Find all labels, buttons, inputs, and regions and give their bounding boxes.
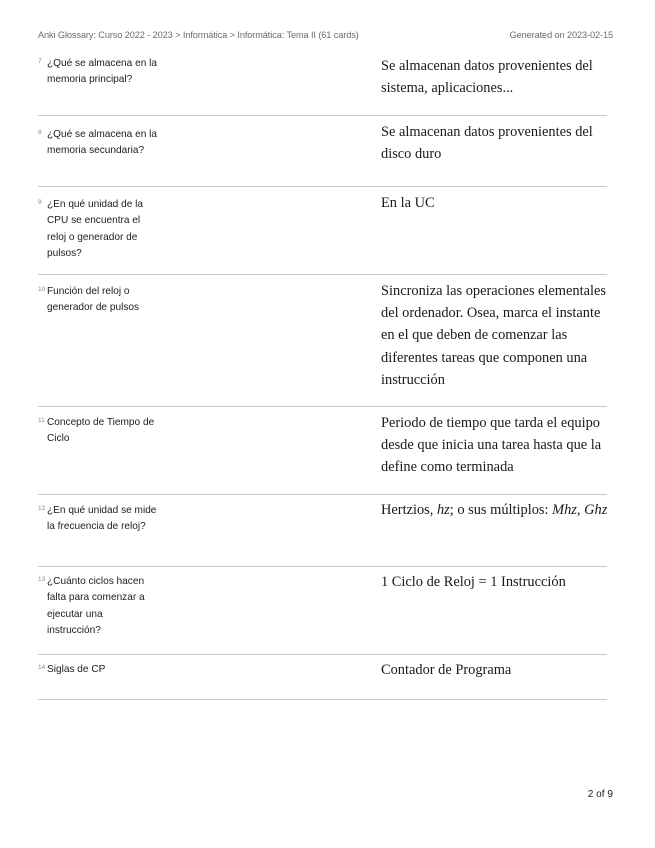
answer-text: Hertzios, [381,502,437,518]
card-number: 11 [38,417,45,424]
card-question: ¿En qué unidad se mide la frecuencia de reloj? [47,505,157,533]
page-number: 2 of 9 [587,789,613,800]
card-answer: En la UC [381,195,435,211]
page-header [38,30,613,40]
card-row [38,495,607,567]
card-answer: Sincroniza las operaciones elementales del ordenador. Osea, marca el instante en el que deben de comenzar las diferentes tareas que componen una instrucción [381,283,606,388]
answer-text: , [576,502,585,518]
card-number: 7 [38,58,42,65]
card-number: 9 [38,199,42,206]
card-number: 8 [38,129,42,136]
card-answer [381,499,611,521]
card-list [38,54,607,700]
answer-unit: Ghz [584,502,608,518]
card-number: 14 [38,664,46,671]
answer-text: ; o sus múltiplos: [449,502,553,518]
generated-date: Generated on 2023-02-15 [509,30,613,40]
card-question: ¿Cuánto ciclos hacen falta para comenzar a ejecutar una instrucción? [47,576,145,636]
card-question: ¿Qué se almacena en la memoria principal? [47,58,157,86]
card-row [38,187,607,275]
card-row [38,407,607,495]
card-answer: Periodo de tiempo que tarda el equipo desde que inicia una tarea hasta que la define como terminada [381,415,602,476]
card-answer: Se almacenan datos provenientes del sistema, aplicaciones... [381,58,593,97]
answer-unit: hz [436,502,450,518]
card-answer: Contador de Programa [381,662,512,678]
card-number: 13 [38,576,46,583]
card-number: 10 [38,286,46,293]
card-question: Siglas de CP [47,664,106,675]
card-answer: Se almacenan datos provenientes del disco duro [381,124,593,163]
card-row [38,54,607,116]
card-row [38,116,607,187]
card-number: 12 [38,505,46,512]
card-answer: 1 Ciclo de Reloj = 1 Instrucción [381,574,566,590]
breadcrumb: Anki Glossary: Curso 2022 - 2023 > Informática > Informática: Tema II (61 cards) [38,30,359,40]
card-question: ¿Qué se almacena en la memoria secundaria? [47,129,157,157]
card-question: Concepto de Tiempo de Ciclo [47,417,155,445]
answer-unit: Mhz [552,502,577,518]
card-question: Función del reloj o generador de pulsos [47,286,140,314]
card-row [38,275,607,407]
card-question: ¿En qué unidad de la CPU se encuentra el reloj o generador de pulsos? [47,199,143,259]
card-row [38,655,607,700]
card-row [38,567,607,655]
